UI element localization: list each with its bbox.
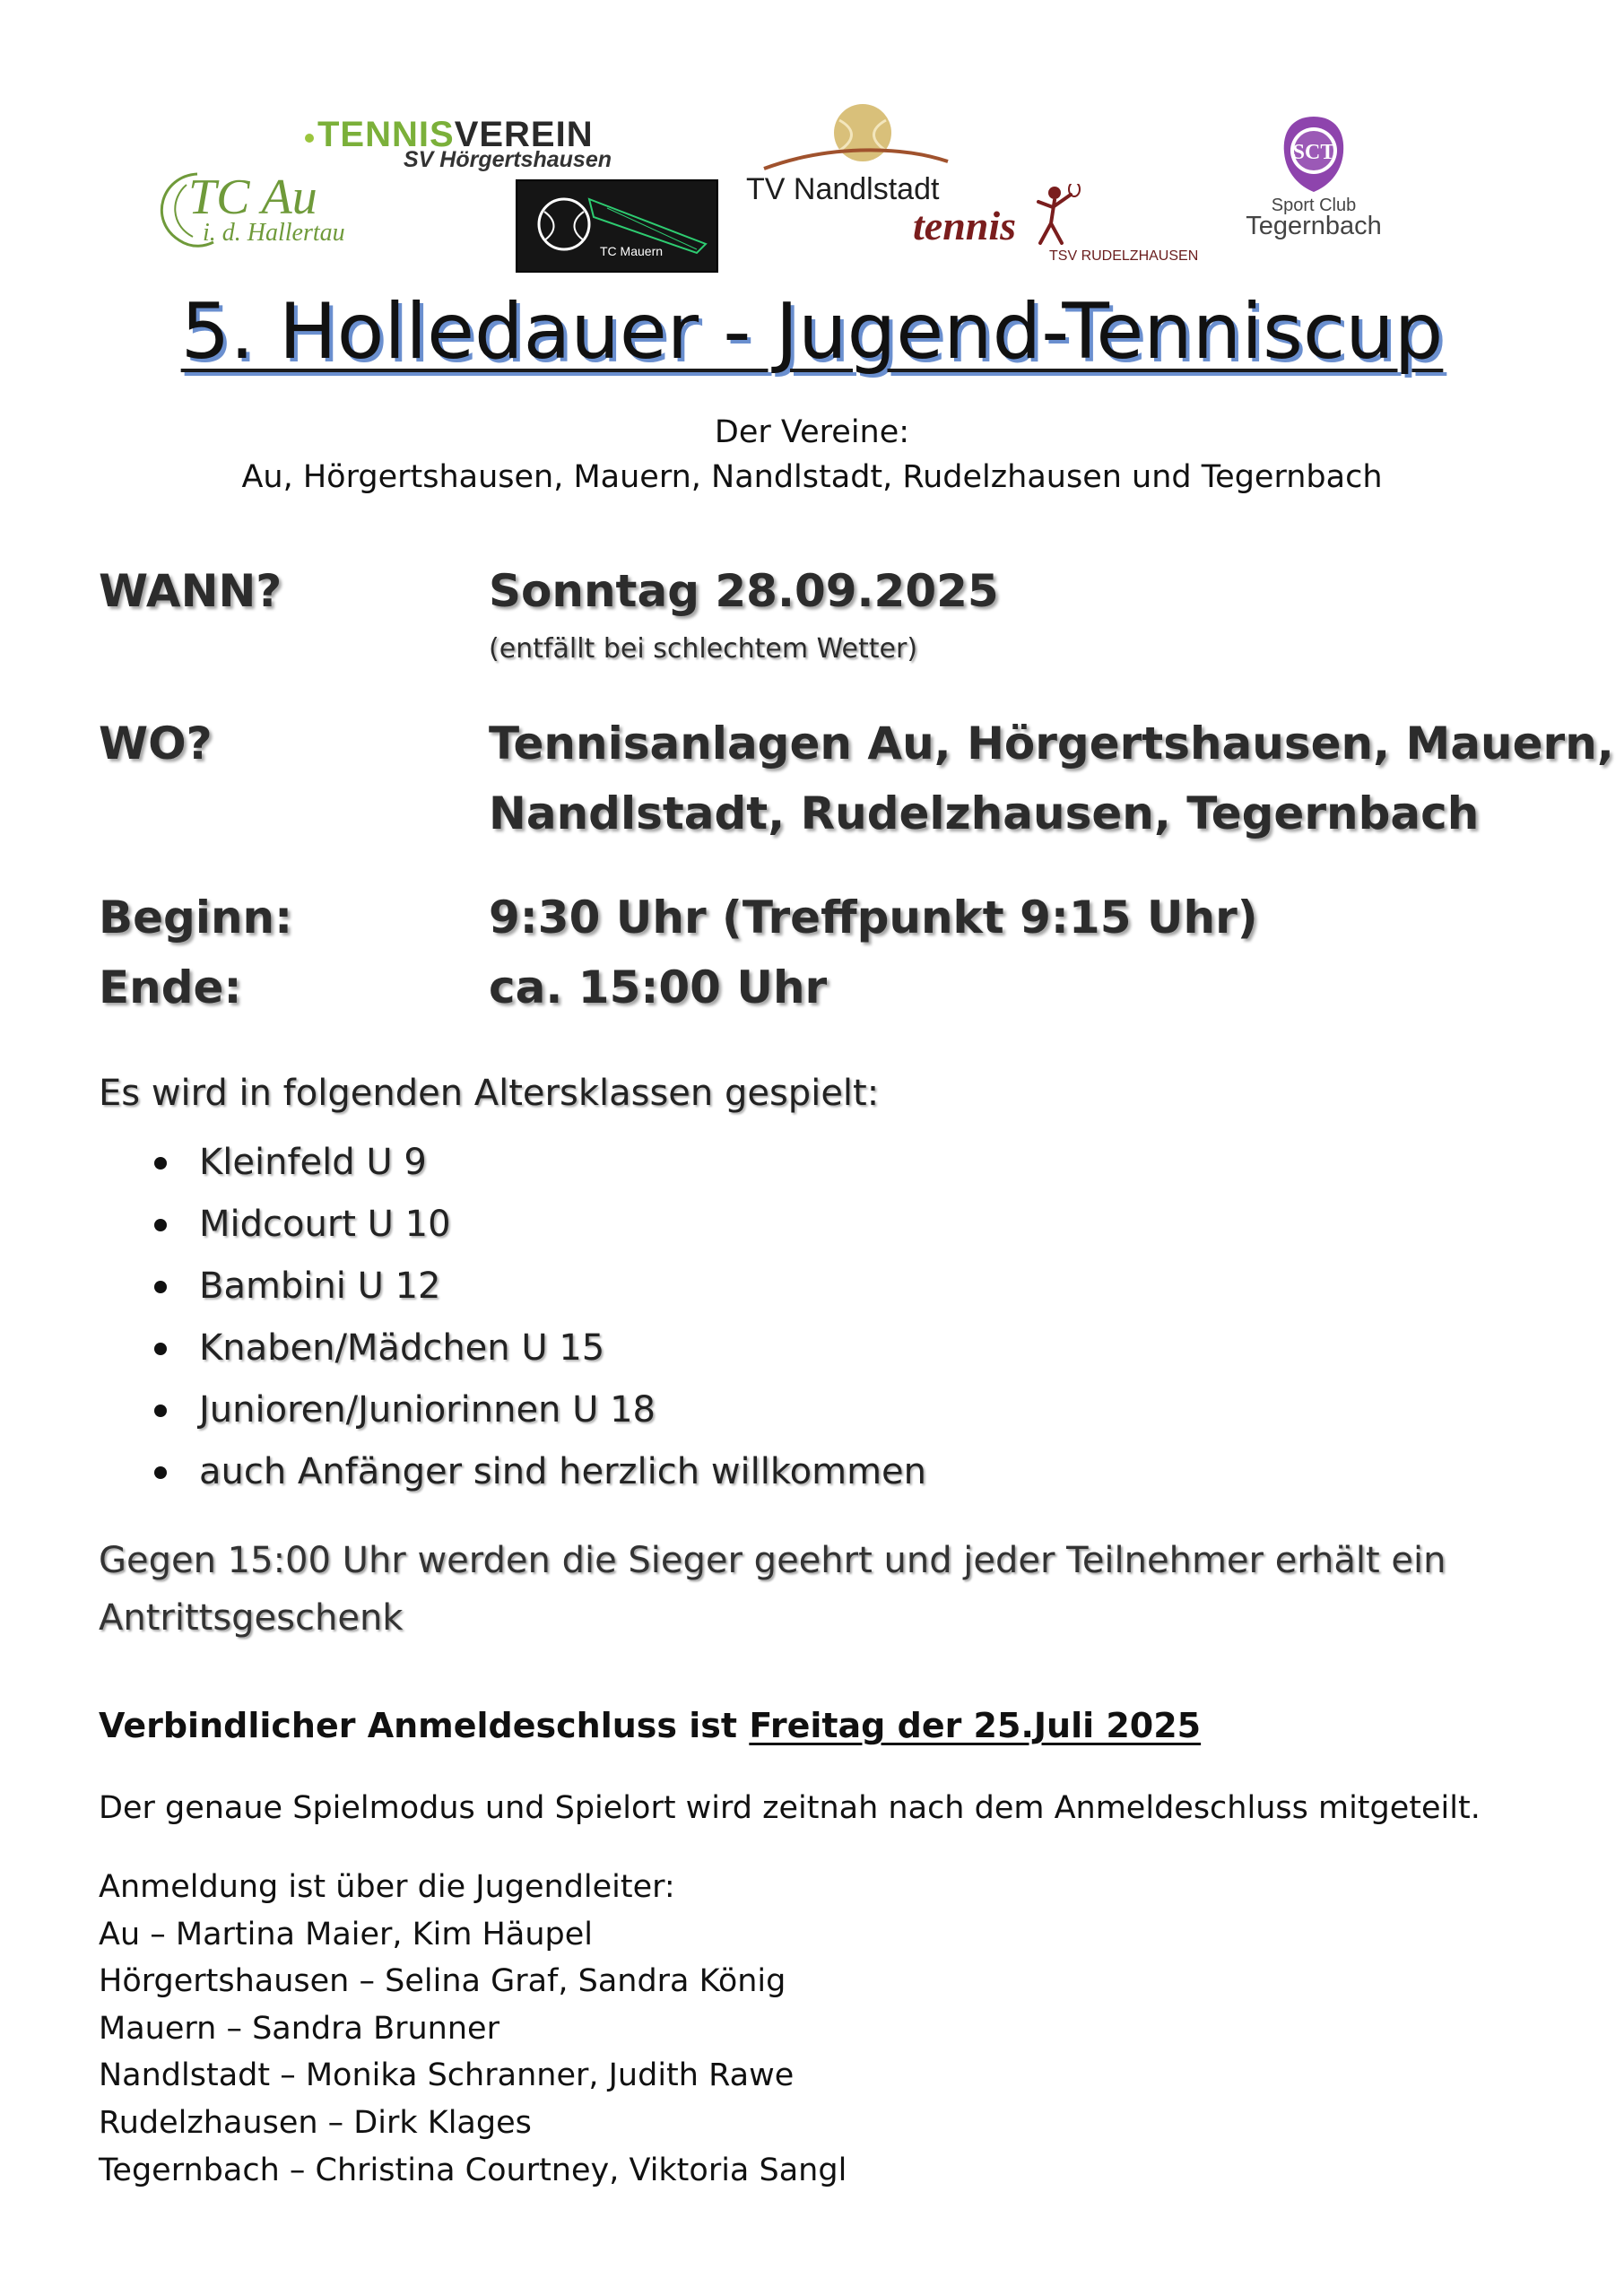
deadline-text: Verbindlicher Anmeldeschluss ist (99, 1706, 750, 1745)
contact-line: Tegernbach – Christina Courtney, Viktoria Sangl (99, 2152, 847, 2188)
bullet-icon (154, 1466, 167, 1479)
deadline-date: Freitag der 25.Juli 2025 (749, 1706, 1202, 1745)
sc-tegernbach-logo-line1: Sport Club (1271, 196, 1357, 215)
contact-line: Rudelzhausen – Dirk Klages (99, 2104, 532, 2141)
sc-tegernbach-logo-line2: Tegernbach (1246, 212, 1382, 240)
where-label: WO? (99, 718, 213, 770)
sct-monogram: SCT (1292, 141, 1335, 164)
bullet-icon (154, 1281, 167, 1293)
contacts-block (99, 1864, 847, 2194)
headline-text: 5. Holledauer - Jugend-Tenniscup (180, 287, 1444, 377)
list-item (135, 1194, 926, 1256)
tennisverein-logo-suffix: VEREIN (454, 115, 594, 154)
tsv-rudelzhausen-logo-sub: TSV RUDELZHAUSEN (1049, 248, 1199, 264)
list-item-label: Knaben/Mädchen U 15 (199, 1327, 605, 1369)
start-label: Beginn: (99, 891, 293, 944)
list-item-label: Junioren/Juniorinnen U 18 (199, 1389, 656, 1431)
contact-line: Hörgertshausen – Selina Graf, Sandra König (99, 1963, 786, 2000)
clubs-list: Au, Hörgertshausen, Mauern, Nandlstadt, Rudelzhausen und Tegernbach (241, 459, 1383, 495)
end-label: Ende: (99, 961, 242, 1013)
sc-tegernbach-logo (1220, 115, 1399, 249)
list-item-label: Midcourt U 10 (199, 1204, 451, 1245)
list-item-label: Kleinfeld U 9 (199, 1142, 427, 1183)
tennisverein-logo-prefix: TENNIS (317, 115, 455, 154)
bullet-icon (154, 1157, 167, 1170)
contact-line: Nandlstadt – Monika Schranner, Judith Rawe (99, 2057, 795, 2094)
list-item-label: Bambini U 12 (199, 1265, 441, 1307)
age-classes-list (135, 1132, 926, 1503)
headline (0, 287, 1624, 377)
tc-au-logo-title: TC Au (188, 170, 317, 225)
deadline (99, 1706, 1201, 1745)
where-line1: Tennisanlagen Au, Hörgertshausen, Mauern, (489, 718, 1614, 770)
contact-line: Au – Martina Maier, Kim Häupel (99, 1916, 593, 1952)
list-item (135, 1318, 926, 1379)
sct-shield-icon (1220, 115, 1399, 196)
where-line2: Nandlstadt, Rudelzhausen, Tegernbach (489, 787, 1480, 839)
start-value: 9:30 Uhr (Treffpunkt 9:15 Uhr) (489, 891, 1258, 944)
bullet-icon (154, 1219, 167, 1231)
list-item (135, 1256, 926, 1318)
when-note: (entfällt bei schlechtem Wetter) (489, 633, 918, 665)
end-value: ca. 15:00 Uhr (489, 961, 828, 1013)
when-label: WANN? (99, 565, 282, 617)
age-classes-intro: Es wird in folgenden Altersklassen gespielt: (99, 1073, 880, 1114)
tv-nandlstadt-logo-text: TV Nandlstadt (746, 172, 940, 206)
tc-au-logo-sub: i. d. Hallertau (203, 219, 345, 247)
tennis-ball-icon (746, 99, 970, 179)
list-item (135, 1441, 926, 1503)
tc-au-logo (143, 167, 377, 257)
bullet-icon (154, 1343, 167, 1355)
tennis-player-icon (1020, 184, 1083, 256)
tc-mauern-logo-text: TC Mauern (600, 244, 664, 258)
tennis-ball-icon (305, 134, 314, 143)
clubs-intro: Der Vereine: (714, 414, 910, 450)
tsv-rudelzhausen-logo (913, 184, 1200, 274)
tc-mauern-logo (516, 179, 718, 273)
list-item-label: auch Anfänger sind herzlich willkommen (199, 1451, 926, 1492)
modus-text: Der genaue Spielmodus und Spielort wird zeitnah nach dem Anmeldeschluss mitgeteilt. (99, 1790, 1481, 1826)
tennisverein-logo-sub: SV Hörgertshausen (404, 147, 612, 172)
list-item (135, 1379, 926, 1441)
registration-intro: Anmeldung ist über die Jugendleiter: (99, 1869, 675, 1905)
when-value: Sonntag 28.09.2025 (489, 565, 999, 617)
contact-line: Mauern – Sandra Brunner (99, 2010, 499, 2047)
tsv-rudelzhausen-logo-word: tennis (913, 203, 1017, 248)
award-text: Gegen 15:00 Uhr werden die Sieger geehrt und jeder Teilnehmer erhält ein Antrittsgeschenk (99, 1540, 1446, 1639)
list-item (135, 1132, 926, 1194)
bullet-icon (154, 1405, 167, 1417)
